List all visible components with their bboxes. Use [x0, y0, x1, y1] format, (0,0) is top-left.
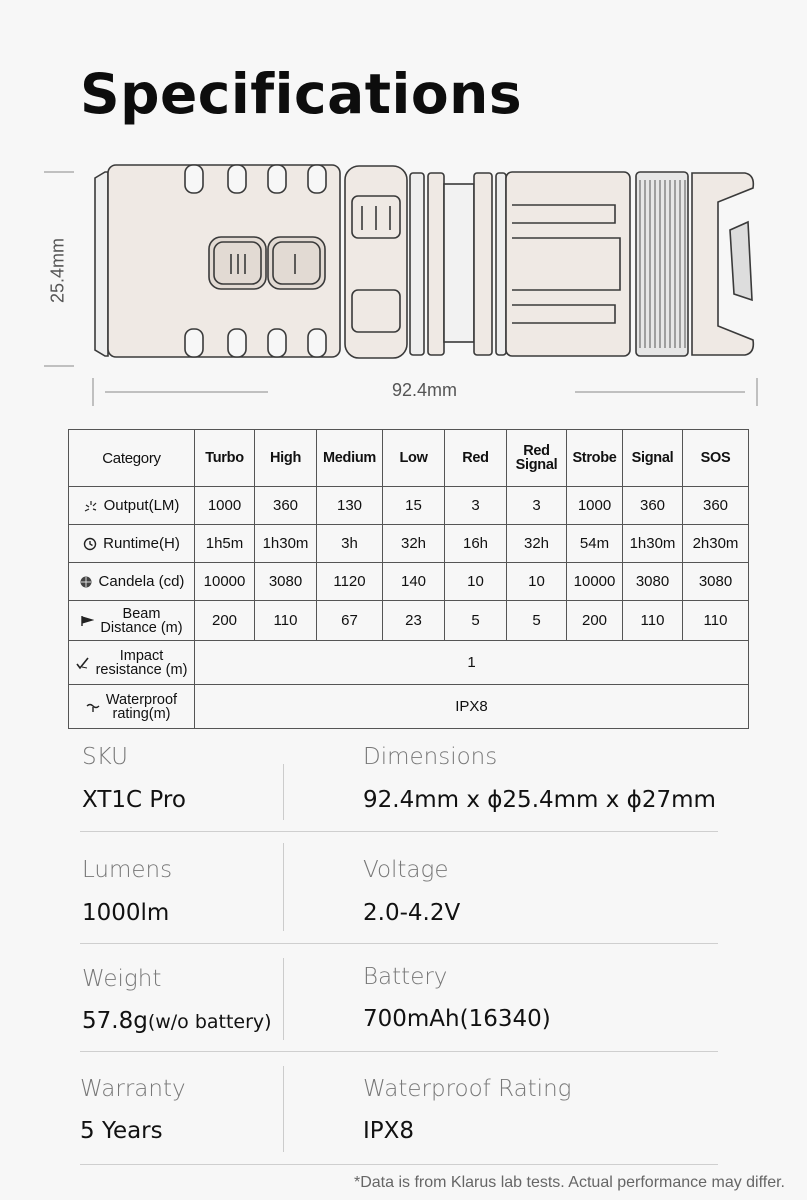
- mode-turbo: Turbo: [195, 430, 255, 487]
- row-label-candela: Candela (cd): [69, 563, 195, 601]
- table-cell: 10: [507, 563, 567, 601]
- mode-low: Low: [383, 430, 445, 487]
- row-label-impact: Impact resistance (m): [69, 641, 195, 685]
- table-cell: 110: [255, 601, 317, 641]
- candela-icon: [79, 575, 93, 589]
- impact-icon: [76, 656, 90, 670]
- spec-row-weight: [80, 962, 720, 1072]
- impact-value: 1: [195, 641, 749, 685]
- spec-row-lumens: [80, 855, 720, 965]
- table-cell: 360: [255, 487, 317, 525]
- table-cell: 67: [317, 601, 383, 641]
- table-cell: 200: [195, 601, 255, 641]
- table-cell: 3: [445, 487, 507, 525]
- beam-icon: [80, 614, 94, 628]
- column-divider: [283, 843, 284, 931]
- table-row: [69, 487, 749, 525]
- mode-spec-table: [68, 429, 749, 729]
- warranty-value: 5 Years: [80, 1118, 163, 1144]
- mode-red-signal: Red Signal: [507, 430, 567, 487]
- mode-signal: Signal: [623, 430, 683, 487]
- width-dimension-label: 92.4mm: [392, 380, 458, 400]
- table-cell: 140: [383, 563, 445, 601]
- table-cell: 130: [317, 487, 383, 525]
- page-title: Specifications: [80, 62, 523, 126]
- column-divider: [283, 1066, 284, 1152]
- table-cell: 10000: [195, 563, 255, 601]
- table-cell: 10: [445, 563, 507, 601]
- column-divider: [283, 958, 284, 1040]
- table-row: [69, 525, 749, 563]
- table-cell: 5: [445, 601, 507, 641]
- height-dimension-label: 25.4mm: [47, 237, 68, 304]
- table-cell: 3080: [683, 563, 749, 601]
- table-cell: 32h: [383, 525, 445, 563]
- mode-red: Red: [445, 430, 507, 487]
- battery-label: Battery: [363, 964, 448, 990]
- weight-label: Weight: [82, 966, 162, 992]
- spec-row-warranty: [80, 1074, 720, 1184]
- table-cell: 3h: [317, 525, 383, 563]
- table-row: [69, 641, 749, 685]
- flashlight-drawing: [0, 150, 807, 410]
- row-label-beam-distance: Beam Distance (m): [69, 601, 195, 641]
- mode-medium: Medium: [317, 430, 383, 487]
- table-cell: 3080: [623, 563, 683, 601]
- table-header-row: [69, 430, 749, 487]
- table-row: [69, 563, 749, 601]
- weight-value: 57.8g(w/o battery): [82, 1008, 272, 1034]
- column-divider: [283, 764, 284, 820]
- table-cell: 3080: [255, 563, 317, 601]
- row-divider: [80, 1051, 718, 1052]
- table-row: [69, 601, 749, 641]
- table-cell: 360: [623, 487, 683, 525]
- footnote: *Data is from Klarus lab tests. Actual performance may differ.: [354, 1174, 785, 1191]
- row-label-waterproof: Waterproof rating(m): [69, 685, 195, 729]
- table-cell: 1000: [567, 487, 623, 525]
- sku-value: XT1C Pro: [82, 787, 186, 813]
- table-cell: 15: [383, 487, 445, 525]
- table-cell: 2h30m: [683, 525, 749, 563]
- row-label-output: Output(LM): [69, 487, 195, 525]
- waterproof-icon: [86, 700, 100, 714]
- table-cell: 1120: [317, 563, 383, 601]
- table-cell: 200: [567, 601, 623, 641]
- dimensions-label: Dimensions: [363, 744, 498, 770]
- mode-strobe: Strobe: [567, 430, 623, 487]
- sku-label: SKU: [82, 744, 128, 770]
- table-cell: 10000: [567, 563, 623, 601]
- table-cell: 1h5m: [195, 525, 255, 563]
- mode-sos: SOS: [683, 430, 749, 487]
- dimensions-value: 92.4mm x ϕ25.4mm x ϕ27mm: [363, 787, 716, 813]
- row-label-runtime: Runtime(H): [69, 525, 195, 563]
- table-row: [69, 685, 749, 729]
- warranty-label: Warranty: [80, 1076, 186, 1102]
- voltage-label: Voltage: [363, 857, 449, 883]
- waterproof-value: IPX8: [195, 685, 749, 729]
- lumens-value: 1000lm: [82, 900, 170, 926]
- row-divider: [80, 1164, 718, 1165]
- row-divider: [80, 943, 718, 944]
- weight-note: (w/o battery): [147, 1011, 272, 1033]
- output-icon: [84, 499, 98, 513]
- battery-value: 700mAh(16340): [363, 1006, 551, 1032]
- table-cell: 1h30m: [255, 525, 317, 563]
- table-cell: 5: [507, 601, 567, 641]
- table-cell: 1h30m: [623, 525, 683, 563]
- mode-high: High: [255, 430, 317, 487]
- table-cell: 3: [507, 487, 567, 525]
- voltage-value: 2.0-4.2V: [363, 900, 461, 926]
- table-cell: 1000: [195, 487, 255, 525]
- table-cell: 110: [623, 601, 683, 641]
- table-cell: 110: [683, 601, 749, 641]
- waterproof-rating-value: IPX8: [363, 1118, 415, 1144]
- lumens-label: Lumens: [82, 857, 173, 883]
- table-cell: 23: [383, 601, 445, 641]
- category-header: Category: [69, 430, 195, 487]
- table-cell: 360: [683, 487, 749, 525]
- table-cell: 16h: [445, 525, 507, 563]
- table-cell: 54m: [567, 525, 623, 563]
- table-cell: 32h: [507, 525, 567, 563]
- waterproof-rating-label: Waterproof Rating: [363, 1076, 572, 1102]
- spec-row-sku: [80, 742, 720, 852]
- runtime-icon: [83, 537, 97, 551]
- row-divider: [80, 831, 718, 832]
